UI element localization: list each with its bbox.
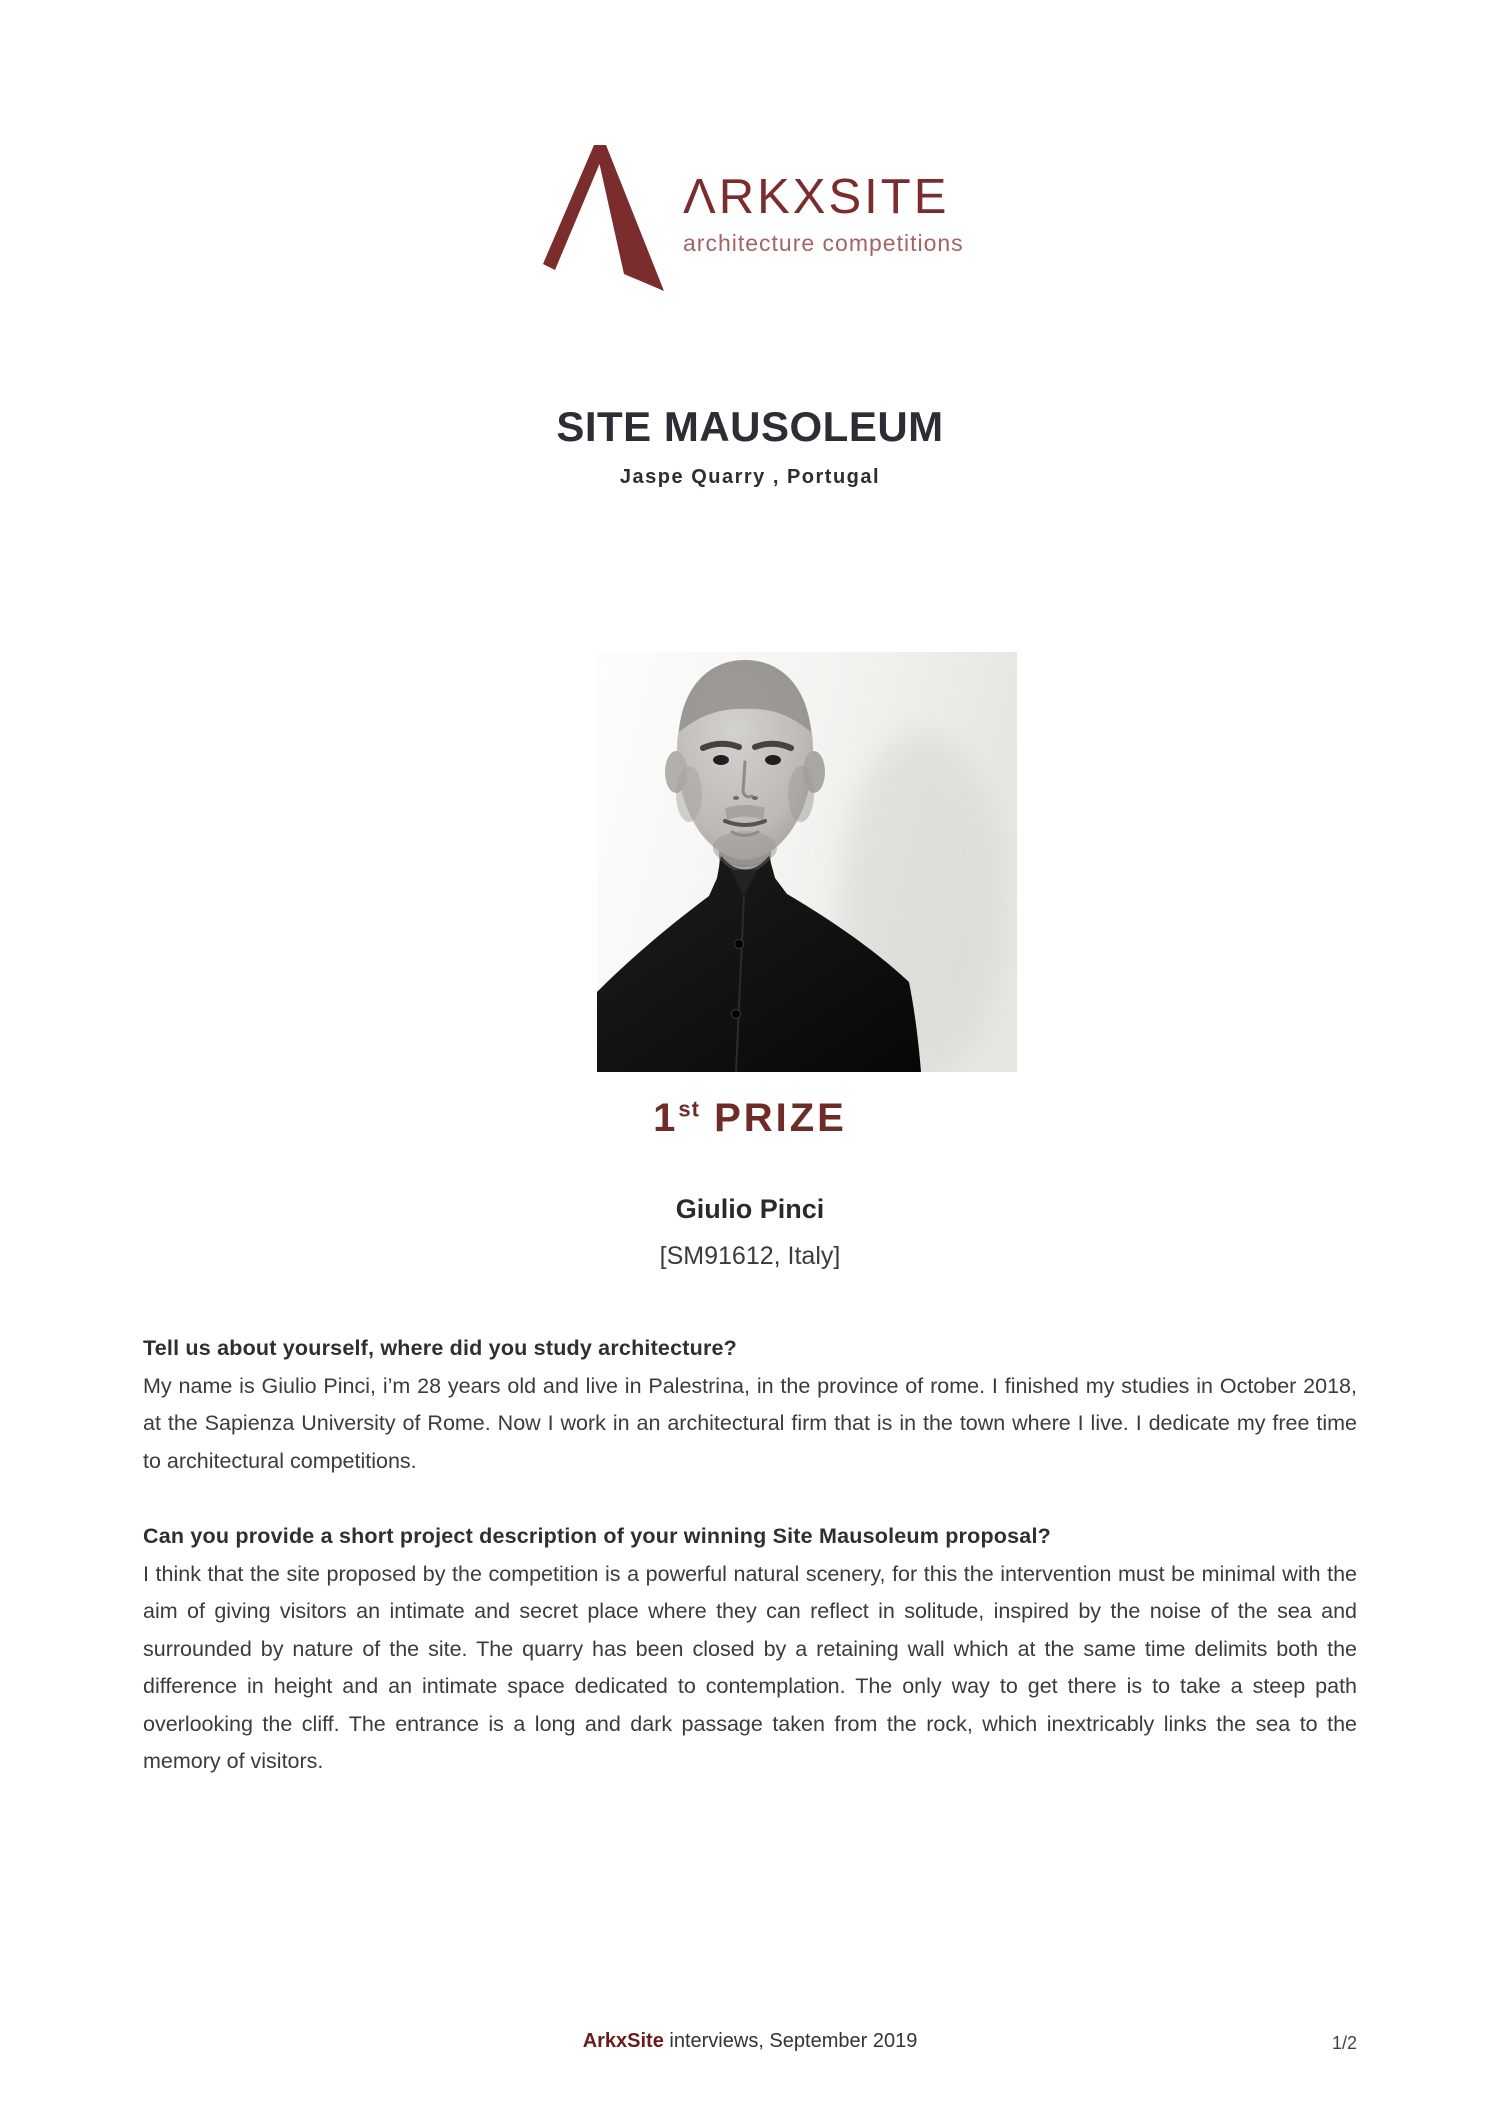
qa-block-1 [143, 1330, 1357, 1480]
logo-wordmark: ΛRKXSITE [683, 170, 950, 224]
logo-tagline: architecture competitions [683, 230, 964, 256]
arkxsite-logo-text [683, 168, 964, 257]
winner-registration-id: [SM91612, Italy] [659, 1242, 841, 1270]
question-2: Can you provide a short project description of your winning Site Mausoleum proposal? [143, 1524, 1051, 1548]
prize-number: 1 [653, 1096, 679, 1140]
winner-portrait-photo [597, 652, 1017, 1072]
footer-brand: ArkxSite [582, 2030, 664, 2052]
question-1: Tell us about yourself, where did you study architecture? [143, 1336, 737, 1360]
answer-2: I think that the site proposed by the competition is a powerful natural scenery, for this the intervention must be minimal with the aim of giving visitors an intimate and secret place where they can reflect in solitude, inspired by the noise of the sea and surrounded by nature of the site. The quarry has been closed by a retaining wall which at the same time delimits both the difference in height and an intimate space dedicated to contemplation. The only way to get there is to take a steep path overlooking the cliff. The entrance is a long and dark passage taken from the rock, which inextricably links the sea to the memory of visitors. [143, 1561, 1357, 1773]
prize-label: PRIZE [699, 1096, 847, 1140]
prize-heading [0, 1096, 1500, 1141]
footer [0, 2030, 1500, 2053]
page-title: SITE MAUSOLEUM [556, 403, 944, 450]
answer-1: My name is Giulio Pinci, i’m 28 years old and live in Palestrina, in the province of rome. I finished my studies in October 2018, at the Sapienza University of Rome. Now I work in an architectural firm that is in the town where I live. I dedicate my free time to architectural competitions. [143, 1373, 1357, 1473]
prize-ordinal: st [678, 1096, 700, 1122]
page-subtitle: Jaspe Quarry , Portugal [619, 466, 881, 488]
arkxsite-logo-mark-icon [540, 145, 665, 297]
winner-name: Giulio Pinci [675, 1194, 825, 1224]
page-number: 1/2 [1331, 2033, 1357, 2053]
footer-text: interviews, September 2019 [663, 2030, 918, 2052]
qa-block-2 [143, 1518, 1357, 1781]
